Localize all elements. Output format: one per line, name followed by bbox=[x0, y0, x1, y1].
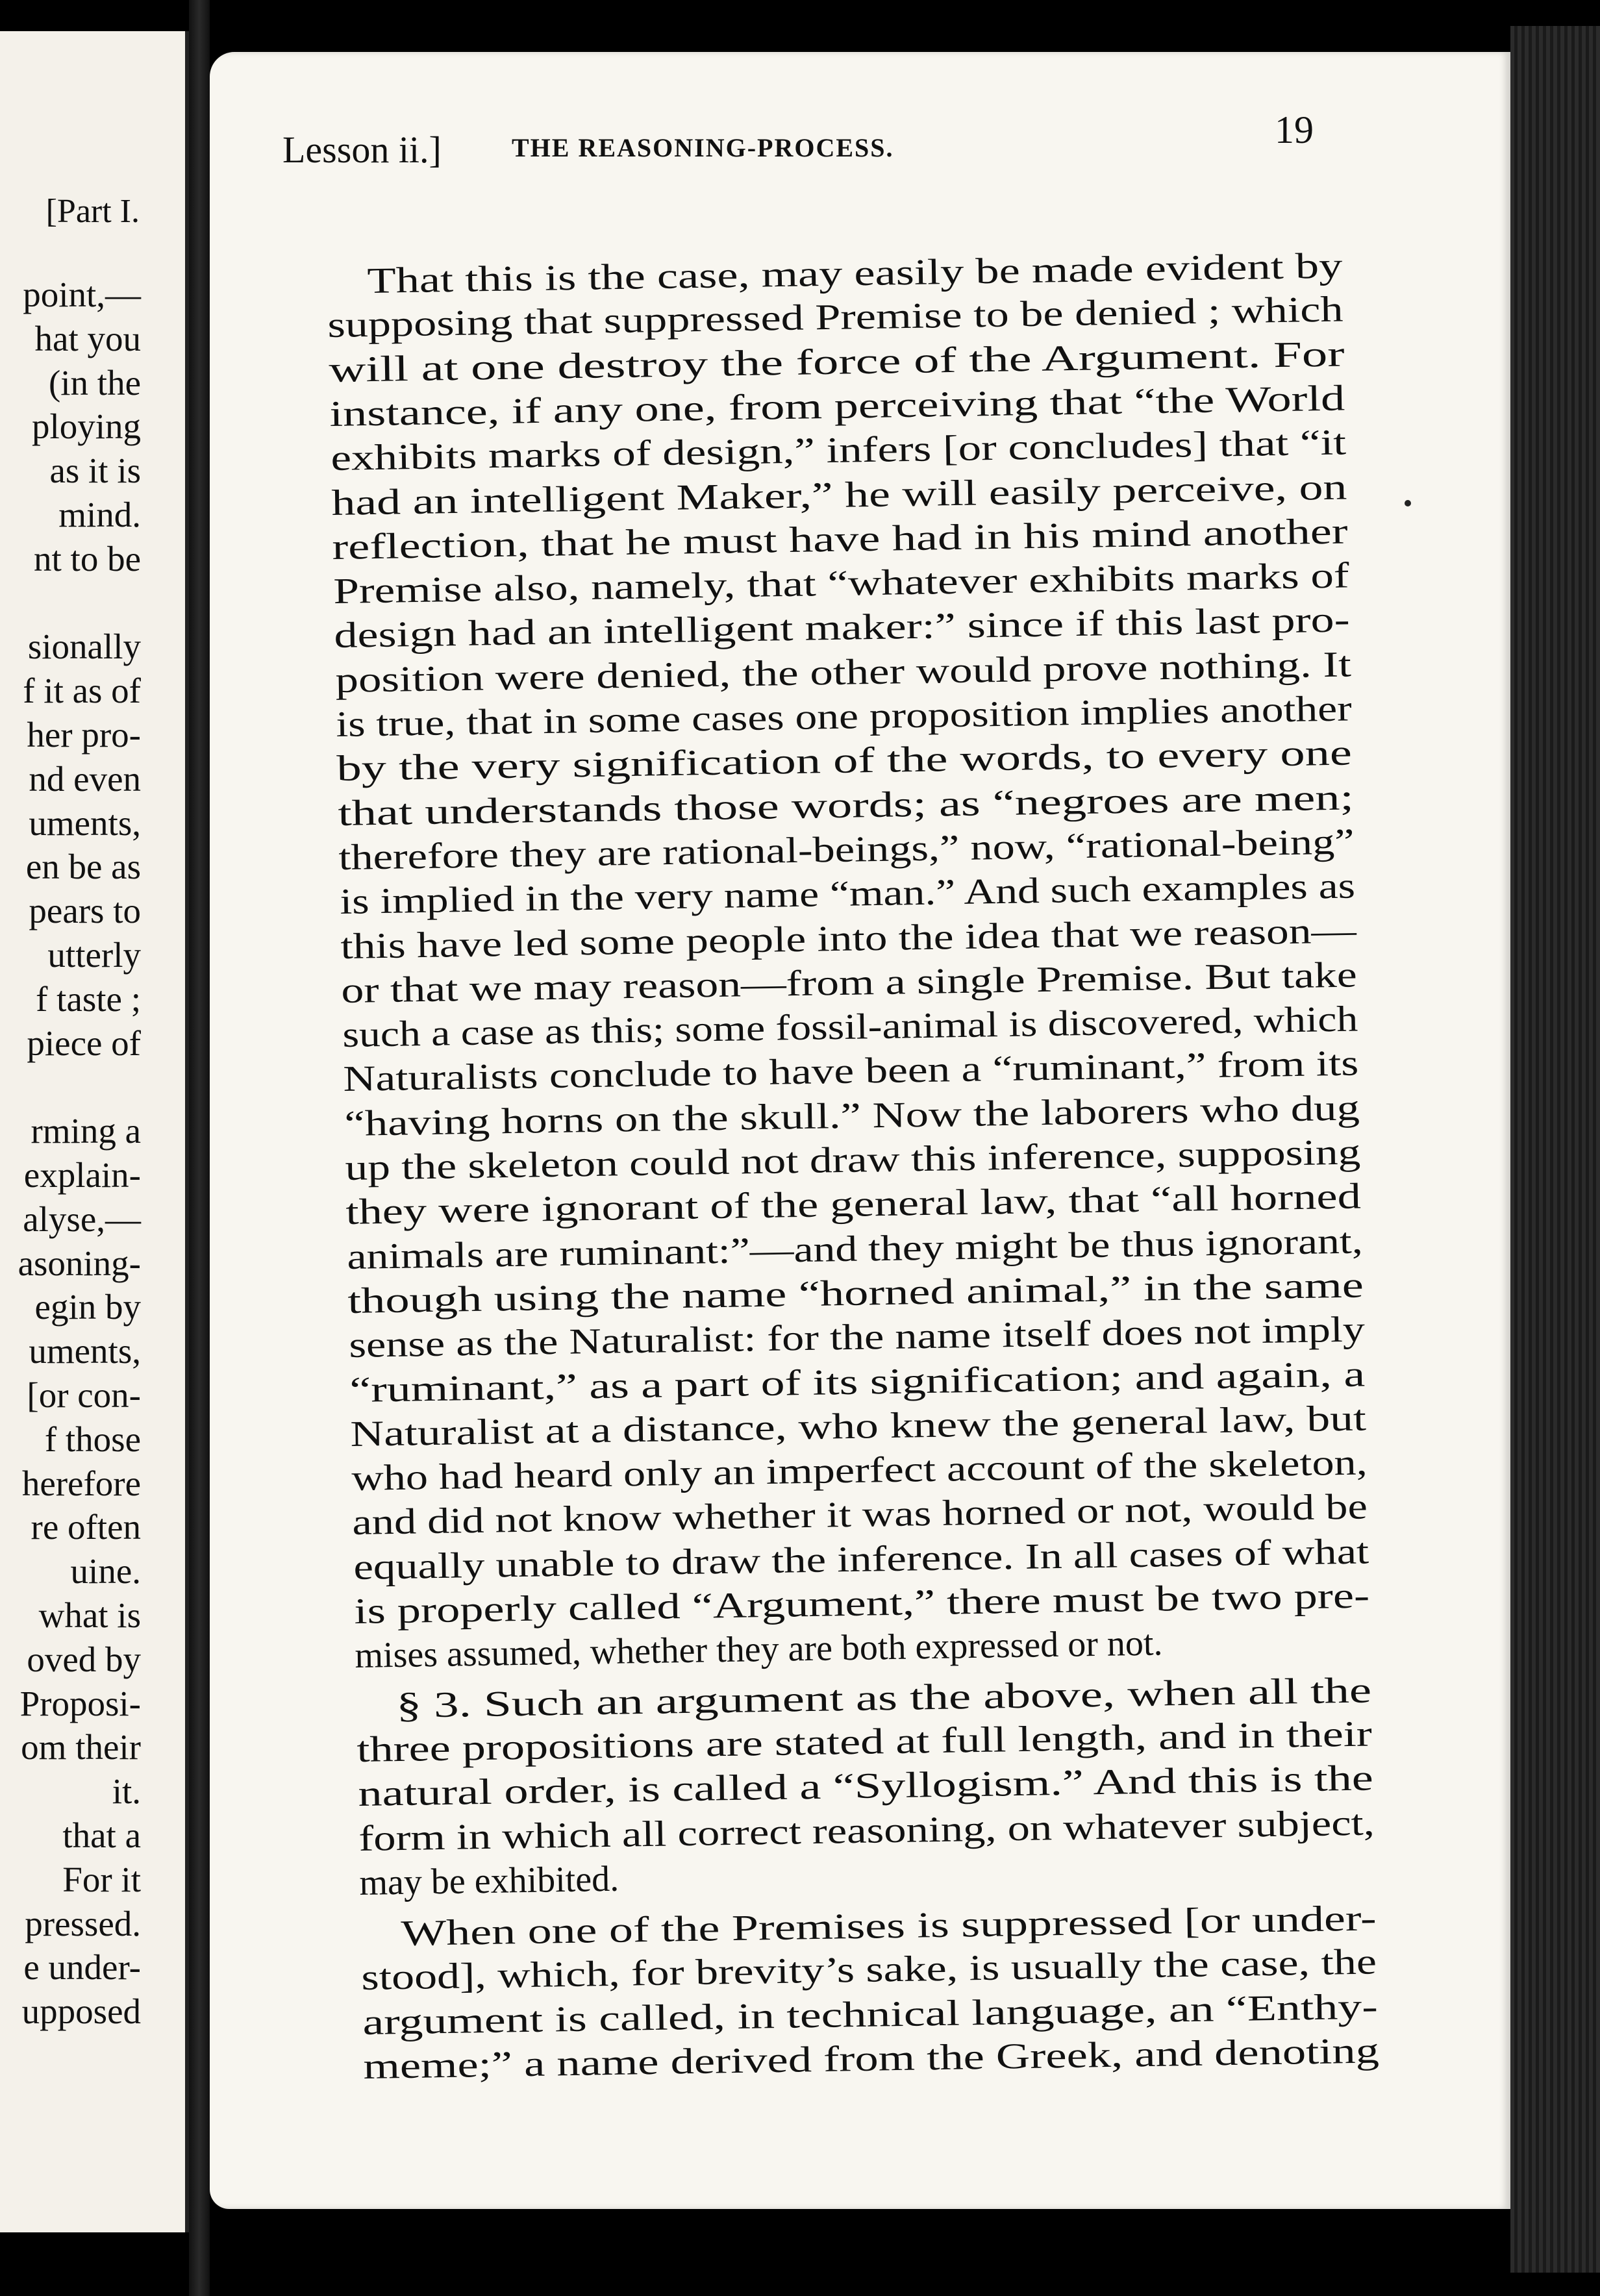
left-page-line: (in the bbox=[48, 362, 141, 403]
body-line: design had an intelligent maker:” since if this last pro- bbox=[334, 599, 1351, 656]
body-line: though using the name “horned animal,” in the same bbox=[347, 1265, 1364, 1321]
page-number: 19 bbox=[1275, 108, 1314, 151]
body-line: such a case as this; some fossil-animal is discovered, which bbox=[342, 999, 1358, 1056]
left-page-line: asoning- bbox=[18, 1243, 141, 1283]
left-page-line: it. bbox=[112, 1771, 141, 1812]
body-line: argument is called, in technical language, an “Enthy- bbox=[362, 1986, 1378, 2043]
left-page-line: f those bbox=[44, 1419, 141, 1459]
left-page-line: re often bbox=[31, 1507, 141, 1547]
left-page-line: pressed. bbox=[25, 1903, 141, 1943]
body-line: is properly called “Argument,” there must be two pre- bbox=[353, 1575, 1370, 1632]
left-page-line: [or con- bbox=[27, 1375, 141, 1415]
body-line: is true, that in some cases one proposition implies another bbox=[335, 688, 1353, 745]
body-line: sense as the Naturalist: for the name itself does not imply bbox=[348, 1309, 1365, 1366]
left-page-line: point,— bbox=[23, 275, 141, 314]
body-line: stood], which, for brevity’s sake, is usually the case, the bbox=[361, 1941, 1377, 1999]
left-page-line: uments, bbox=[29, 803, 141, 843]
ink-speck bbox=[1405, 500, 1411, 506]
left-page-line: f it as of bbox=[23, 671, 141, 711]
body-line: instance, if any one, from perceiving that “the World bbox=[329, 378, 1345, 434]
body-line: Premise also, namely, that “whatever exhibits marks of bbox=[332, 555, 1349, 612]
left-page-line: oved by bbox=[27, 1639, 141, 1679]
left-page-line: uments, bbox=[29, 1331, 141, 1371]
body-line: Naturalists conclude to have been a “ruminant,” from its bbox=[343, 1043, 1359, 1100]
left-page-line: hat you bbox=[34, 318, 141, 358]
body-line: mises assumed, whether they are both expressed or not. bbox=[355, 1623, 1164, 1677]
left-page-line: om their bbox=[21, 1727, 141, 1767]
left-page-line: rming a bbox=[31, 1111, 141, 1151]
left-page-line: piece of bbox=[27, 1023, 141, 1063]
body-line: form in which all correct reasoning, on whatever subject, bbox=[358, 1802, 1375, 1859]
body-line: up the skeleton could not draw this inference, supposing bbox=[344, 1132, 1361, 1188]
body-line: who had heard only an imperfect account of the skeleton, bbox=[351, 1442, 1368, 1499]
left-page-line: explain- bbox=[23, 1155, 141, 1195]
left-page-line: egin by bbox=[34, 1287, 141, 1327]
body-line: had an intelligent Maker,” he will easily perceive, on bbox=[331, 466, 1347, 523]
left-page-line: sionally bbox=[27, 627, 141, 667]
body-line: Naturalist at a distance, who knew the general law, but bbox=[350, 1398, 1367, 1454]
body-line: that understands those words; as “negroes are men; bbox=[337, 777, 1354, 834]
body-line: three propositions are stated at full length, and in their bbox=[356, 1714, 1373, 1770]
body-line: is implied in the very name “man.” And such examples as bbox=[339, 866, 1355, 923]
body-line: supposing that suppressed Premise to be denied ; which bbox=[327, 289, 1344, 346]
body-line: That this is the case, may easily be made evident by bbox=[366, 245, 1343, 301]
body-line: When one of the Premises is suppressed [or under- bbox=[400, 1898, 1377, 1954]
body-line: “ruminant,” as a part of its signification; and again, a bbox=[349, 1353, 1366, 1410]
left-page-line: upposed bbox=[21, 1991, 141, 2032]
running-head-section: Lesson ii.] bbox=[282, 129, 442, 171]
left-page-header: [Part I. bbox=[45, 193, 140, 230]
left-page-line: nt to be bbox=[34, 538, 141, 579]
left-page-line: as it is bbox=[49, 451, 141, 491]
left-page-line: nd even bbox=[29, 758, 141, 799]
left-page-line: alyse,— bbox=[23, 1199, 141, 1239]
body-line: may be exhibited. bbox=[359, 1858, 619, 1903]
left-page-line: Proposi- bbox=[19, 1683, 141, 1723]
body-line: reflection, that he must have had in his mind another bbox=[332, 511, 1349, 568]
left-page-line: her pro- bbox=[27, 715, 141, 755]
running-head-title: THE REASONING-PROCESS. bbox=[512, 133, 894, 162]
left-page-line: e under- bbox=[23, 1947, 141, 1988]
left-page-line: en be as bbox=[25, 847, 141, 887]
left-page-line: mind. bbox=[58, 495, 141, 534]
body-line: § 3. Such an argument as the above, when all the bbox=[395, 1670, 1372, 1726]
body-line: animals are ruminant:”—and they might be thus ignorant, bbox=[346, 1221, 1363, 1277]
left-page-line: uine. bbox=[70, 1551, 141, 1591]
body-text bbox=[210, 52, 1510, 2209]
left-facing-page bbox=[0, 31, 189, 2232]
body-line: by the very signification of the words, to every one bbox=[336, 732, 1353, 790]
page-edges bbox=[1510, 26, 1600, 2273]
left-page-line: herefore bbox=[21, 1463, 141, 1503]
body-line: position were denied, the other would prove nothing. It bbox=[334, 644, 1351, 701]
main-page bbox=[210, 52, 1510, 2209]
body-line: natural order, is called a “Syllogism.” And this is the bbox=[357, 1758, 1373, 1815]
left-page-line: utterly bbox=[47, 935, 141, 975]
body-line: “having horns on the skull.” Now the laborers who dug bbox=[344, 1088, 1360, 1144]
left-page-line: pears to bbox=[29, 891, 141, 931]
body-line: meme;” a name derived from the Greek, and denoting bbox=[362, 2030, 1380, 2087]
body-line: they were ignorant of the general law, that “all horned bbox=[345, 1176, 1362, 1233]
body-line: this have led some people into the idea that we reason— bbox=[340, 910, 1357, 967]
body-line: will at one destroy the force of the Argument. For bbox=[328, 334, 1345, 390]
left-page-line: f taste ; bbox=[36, 979, 141, 1019]
body-line: exhibits marks of design,” infers [or concludes] that “it bbox=[330, 422, 1347, 479]
body-line: equally unable to draw the inference. In all cases of what bbox=[353, 1531, 1369, 1588]
book-gutter bbox=[189, 0, 210, 2296]
body-line: therefore they are rational-beings,” now, “rational-being” bbox=[338, 821, 1355, 878]
left-page-line: that a bbox=[62, 1816, 141, 1855]
left-page-line: what is bbox=[38, 1595, 141, 1635]
body-line: and did not know whether it was horned or not, would be bbox=[352, 1486, 1368, 1543]
left-page-line: For it bbox=[62, 1859, 141, 1899]
left-page-line: ploying bbox=[31, 406, 141, 447]
body-line: or that we may reason—from a single Premise. But take bbox=[341, 955, 1358, 1011]
